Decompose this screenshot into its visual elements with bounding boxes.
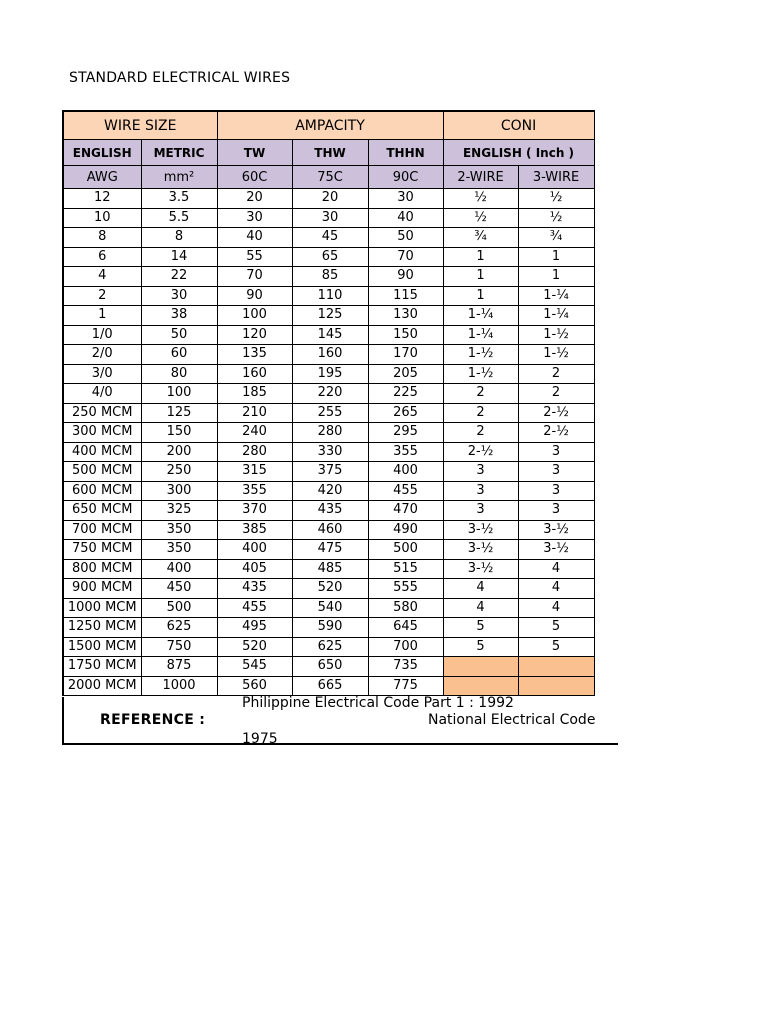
thhn-ampacity-cell: 205 [368,364,443,384]
thhn-ampacity-cell: 515 [368,559,443,579]
table-row [63,618,594,638]
thhn-ampacity-cell: 500 [368,540,443,560]
conduit-2-wire-cell: 2 [443,423,518,443]
tw-ampacity-cell: 355 [217,481,292,501]
tw-ampacity-cell: 560 [217,676,292,696]
sub-header-metric: METRIC [141,140,217,166]
conduit-2-wire-cell [443,676,518,696]
metric-size-cell: 22 [141,267,217,287]
conduit-3-wire-cell: 5 [518,637,594,657]
tw-ampacity-cell: 370 [217,501,292,521]
thw-ampacity-cell: 330 [292,442,368,462]
english-size-cell: 2 [63,286,141,306]
metric-size-cell: 30 [141,286,217,306]
table-row [63,189,594,209]
metric-size-cell: 80 [141,364,217,384]
conduit-3-wire-cell: 4 [518,598,594,618]
metric-size-cell: 1000 [141,676,217,696]
table-row [63,306,594,326]
thw-ampacity-cell: 220 [292,384,368,404]
table-row [63,423,594,443]
conduit-2-wire-cell: 1 [443,286,518,306]
metric-size-cell: 875 [141,657,217,677]
conduit-3-wire-cell: 3 [518,442,594,462]
table-row [63,481,594,501]
thhn-ampacity-cell: 150 [368,325,443,345]
thw-ampacity-cell: 460 [292,520,368,540]
metric-size-cell: 350 [141,520,217,540]
thw-ampacity-cell: 110 [292,286,368,306]
table-row [63,559,594,579]
thw-ampacity-cell: 650 [292,657,368,677]
conduit-2-wire-cell: 1 [443,267,518,287]
conduit-2-wire-cell: 4 [443,598,518,618]
conduit-3-wire-cell: 3 [518,501,594,521]
table-row [63,520,594,540]
table-row [63,442,594,462]
metric-size-cell: 625 [141,618,217,638]
conduit-2-wire-cell: 1-¼ [443,306,518,326]
english-size-cell: 400 MCM [63,442,141,462]
conduit-2-wire-cell: ¾ [443,228,518,248]
conduit-3-wire-cell: 1-½ [518,325,594,345]
table-row [63,325,594,345]
table-row [63,345,594,365]
metric-size-cell: 125 [141,403,217,423]
tw-ampacity-cell: 210 [217,403,292,423]
metric-size-cell: 14 [141,247,217,267]
tw-ampacity-cell: 40 [217,228,292,248]
metric-size-cell: 100 [141,384,217,404]
english-size-cell: 600 MCM [63,481,141,501]
sub-header-english: ENGLISH [63,140,141,166]
english-size-cell: 700 MCM [63,520,141,540]
unit-60c: 60C [217,166,292,189]
conduit-3-wire-cell: 5 [518,618,594,638]
thw-ampacity-cell: 520 [292,579,368,599]
english-size-cell: 500 MCM [63,462,141,482]
english-size-cell: 1/0 [63,325,141,345]
page-title: STANDARD ELECTRICAL WIRES [69,70,291,86]
thw-ampacity-cell: 375 [292,462,368,482]
conduit-2-wire-cell: 3-½ [443,559,518,579]
english-size-cell: 1 [63,306,141,326]
english-size-cell: 300 MCM [63,423,141,443]
thhn-ampacity-cell: 90 [368,267,443,287]
reference-label: REFERENCE : [100,712,206,728]
table-row [63,462,594,482]
tw-ampacity-cell: 385 [217,520,292,540]
metric-size-cell: 450 [141,579,217,599]
metric-size-cell: 300 [141,481,217,501]
tw-ampacity-cell: 240 [217,423,292,443]
thw-ampacity-cell: 255 [292,403,368,423]
table-row [63,540,594,560]
conduit-2-wire-cell: 3 [443,501,518,521]
english-size-cell: 250 MCM [63,403,141,423]
conduit-2-wire-cell: 2-½ [443,442,518,462]
english-size-cell: 6 [63,247,141,267]
tw-ampacity-cell: 55 [217,247,292,267]
metric-size-cell: 250 [141,462,217,482]
conduit-3-wire-cell: 1 [518,267,594,287]
group-header-wire-size: WIRE SIZE [63,111,217,140]
thw-ampacity-cell: 145 [292,325,368,345]
metric-size-cell: 3.5 [141,189,217,209]
conduit-2-wire-cell: 1-¼ [443,325,518,345]
thhn-ampacity-cell: 645 [368,618,443,638]
tw-ampacity-cell: 90 [217,286,292,306]
table-row [63,403,594,423]
thhn-ampacity-cell: 555 [368,579,443,599]
thhn-ampacity-cell: 40 [368,208,443,228]
english-size-cell: 650 MCM [63,501,141,521]
wire-table-viewport [62,110,618,750]
sub-header-row [63,140,594,166]
reference-source-year: 1975 [242,731,278,747]
thw-ampacity-cell: 485 [292,559,368,579]
conduit-3-wire-cell: 2 [518,364,594,384]
thhn-ampacity-cell: 735 [368,657,443,677]
unit-awg: AWG [63,166,141,189]
table-row [63,286,594,306]
thw-ampacity-cell: 590 [292,618,368,638]
thw-ampacity-cell: 30 [292,208,368,228]
thw-ampacity-cell: 195 [292,364,368,384]
conduit-2-wire-cell: 5 [443,637,518,657]
wire-table [62,110,595,696]
conduit-3-wire-cell: ½ [518,189,594,209]
conduit-3-wire-cell: 1-½ [518,345,594,365]
thhn-ampacity-cell: 30 [368,189,443,209]
english-size-cell: 3/0 [63,364,141,384]
conduit-3-wire-cell: 4 [518,559,594,579]
unit-header-row [63,166,594,189]
thw-ampacity-cell: 435 [292,501,368,521]
metric-size-cell: 200 [141,442,217,462]
conduit-3-wire-cell: 1-¼ [518,306,594,326]
metric-size-cell: 8 [141,228,217,248]
unit-75c: 75C [292,166,368,189]
thhn-ampacity-cell: 455 [368,481,443,501]
tw-ampacity-cell: 100 [217,306,292,326]
english-size-cell: 1000 MCM [63,598,141,618]
conduit-3-wire-cell: 3-½ [518,520,594,540]
metric-size-cell: 325 [141,501,217,521]
thw-ampacity-cell: 420 [292,481,368,501]
table-row [63,384,594,404]
conduit-2-wire-cell: 1-½ [443,364,518,384]
thhn-ampacity-cell: 265 [368,403,443,423]
unit-mm2: mm² [141,166,217,189]
metric-size-cell: 500 [141,598,217,618]
tw-ampacity-cell: 20 [217,189,292,209]
thhn-ampacity-cell: 700 [368,637,443,657]
thw-ampacity-cell: 625 [292,637,368,657]
thhn-ampacity-cell: 295 [368,423,443,443]
thhn-ampacity-cell: 225 [368,384,443,404]
table-row [63,598,594,618]
group-header-conduit: CONI [443,111,594,140]
table-row [63,247,594,267]
thhn-ampacity-cell: 580 [368,598,443,618]
metric-size-cell: 750 [141,637,217,657]
conduit-2-wire-cell: 1-½ [443,345,518,365]
conduit-2-wire-cell: 1 [443,247,518,267]
sub-header-english-inch: ENGLISH ( Inch ) [443,140,594,166]
table-row [63,228,594,248]
conduit-2-wire-cell: ½ [443,189,518,209]
english-size-cell: 4 [63,267,141,287]
conduit-2-wire-cell: ½ [443,208,518,228]
unit-3-wire: 3-WIRE [518,166,594,189]
conduit-3-wire-cell: 3-½ [518,540,594,560]
tw-ampacity-cell: 455 [217,598,292,618]
thw-ampacity-cell: 540 [292,598,368,618]
tw-ampacity-cell: 520 [217,637,292,657]
english-size-cell: 800 MCM [63,559,141,579]
thhn-ampacity-cell: 490 [368,520,443,540]
conduit-3-wire-cell: 2-½ [518,423,594,443]
english-size-cell: 900 MCM [63,579,141,599]
sub-header-thhn: THHN [368,140,443,166]
thw-ampacity-cell: 45 [292,228,368,248]
thhn-ampacity-cell: 115 [368,286,443,306]
english-size-cell: 750 MCM [63,540,141,560]
unit-2-wire: 2-WIRE [443,166,518,189]
table-row [63,657,594,677]
tw-ampacity-cell: 120 [217,325,292,345]
english-size-cell: 2000 MCM [63,676,141,696]
english-size-cell: 10 [63,208,141,228]
metric-size-cell: 400 [141,559,217,579]
reference-source-pec: Philippine Electrical Code Part 1 : 1992 [242,695,514,711]
group-header-ampacity: AMPACITY [217,111,443,140]
sub-header-thw: THW [292,140,368,166]
thw-ampacity-cell: 65 [292,247,368,267]
thhn-ampacity-cell: 70 [368,247,443,267]
conduit-2-wire-cell [443,657,518,677]
reference-source-nec: National Electrical Code [428,712,596,728]
sub-header-tw: TW [217,140,292,166]
conduit-2-wire-cell: 4 [443,579,518,599]
thhn-ampacity-cell: 50 [368,228,443,248]
conduit-3-wire-cell: 4 [518,579,594,599]
english-size-cell: 1250 MCM [63,618,141,638]
tw-ampacity-cell: 135 [217,345,292,365]
table-row [63,676,594,696]
conduit-3-wire-cell: 1 [518,247,594,267]
english-size-cell: 4/0 [63,384,141,404]
tw-ampacity-cell: 70 [217,267,292,287]
conduit-3-wire-cell: 2 [518,384,594,404]
thw-ampacity-cell: 85 [292,267,368,287]
conduit-3-wire-cell [518,657,594,677]
tw-ampacity-cell: 405 [217,559,292,579]
conduit-3-wire-cell: 3 [518,481,594,501]
thw-ampacity-cell: 665 [292,676,368,696]
tw-ampacity-cell: 280 [217,442,292,462]
conduit-3-wire-cell: 3 [518,462,594,482]
group-header-row [63,111,594,140]
english-size-cell: 12 [63,189,141,209]
metric-size-cell: 50 [141,325,217,345]
conduit-3-wire-cell [518,676,594,696]
tw-ampacity-cell: 495 [217,618,292,638]
conduit-2-wire-cell: 2 [443,403,518,423]
metric-size-cell: 5.5 [141,208,217,228]
thhn-ampacity-cell: 400 [368,462,443,482]
table-row [63,364,594,384]
thw-ampacity-cell: 20 [292,189,368,209]
table-row [63,637,594,657]
conduit-3-wire-cell: 2-½ [518,403,594,423]
table-row [63,267,594,287]
thw-ampacity-cell: 280 [292,423,368,443]
conduit-3-wire-cell: ¾ [518,228,594,248]
metric-size-cell: 38 [141,306,217,326]
tw-ampacity-cell: 185 [217,384,292,404]
english-size-cell: 1750 MCM [63,657,141,677]
conduit-3-wire-cell: ½ [518,208,594,228]
english-size-cell: 2/0 [63,345,141,365]
tw-ampacity-cell: 30 [217,208,292,228]
thw-ampacity-cell: 125 [292,306,368,326]
english-size-cell: 1500 MCM [63,637,141,657]
english-size-cell: 8 [63,228,141,248]
conduit-2-wire-cell: 3 [443,481,518,501]
conduit-2-wire-cell: 2 [443,384,518,404]
thhn-ampacity-cell: 775 [368,676,443,696]
conduit-2-wire-cell: 3-½ [443,540,518,560]
thhn-ampacity-cell: 130 [368,306,443,326]
table-row [63,501,594,521]
metric-size-cell: 150 [141,423,217,443]
conduit-2-wire-cell: 3 [443,462,518,482]
thhn-ampacity-cell: 470 [368,501,443,521]
metric-size-cell: 350 [141,540,217,560]
thhn-ampacity-cell: 355 [368,442,443,462]
tw-ampacity-cell: 315 [217,462,292,482]
thw-ampacity-cell: 475 [292,540,368,560]
tw-ampacity-cell: 400 [217,540,292,560]
tw-ampacity-cell: 160 [217,364,292,384]
metric-size-cell: 60 [141,345,217,365]
thhn-ampacity-cell: 170 [368,345,443,365]
conduit-2-wire-cell: 5 [443,618,518,638]
table-row [63,208,594,228]
conduit-2-wire-cell: 3-½ [443,520,518,540]
table-row [63,579,594,599]
tw-ampacity-cell: 545 [217,657,292,677]
tw-ampacity-cell: 435 [217,579,292,599]
unit-90c: 90C [368,166,443,189]
thw-ampacity-cell: 160 [292,345,368,365]
conduit-3-wire-cell: 1-¼ [518,286,594,306]
